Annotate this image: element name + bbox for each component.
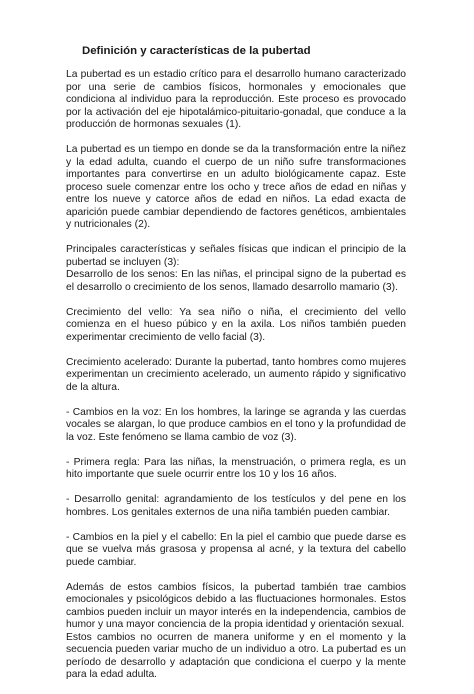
paragraph-breast-development: Desarrollo de los senos: En las niñas, el principal signo de la pubertad es el desarrollo o crecimiento de los senos, llamado desarrollo mamario (3).: [66, 269, 406, 293]
document-body: [66, 69, 406, 694]
paragraph-principal-characteristics: Principales características y señales físicas que indican el principio de la pubertad se incluyen (3):: [66, 244, 406, 268]
paragraph-skin-hair-changes: - Cambios en la piel y el cabello: En la piel el cambio que puede darse es que se vuelva más grasosa y propensa al acné, y la textura del cabello puede cambiar.: [66, 531, 406, 568]
paragraph-definition: La pubertad es un estadio crítico para el desarrollo humano caracterizado por una serie de cambios físicos, hormonales y emocionales que condiciona al individuo para la reproducción. Este proceso es provocado por la activación del eje hipotalámico-pituitario-gonadal, que conduce a la producción de hormonas sexuales (1).: [66, 69, 406, 130]
paragraph-growth-spurt: Crecimiento acelerado: Durante la pubertad, tanto hombres como mujeres experimentan un crecimiento acelerado, un aumento rápido y significativo de la altura.: [66, 356, 406, 393]
paragraph-first-period: - Primera regla: Para las niñas, la menstruación, o primera regla, es un hito importante que suele ocurrir entre los 10 y los 16 años.: [66, 456, 406, 480]
paragraph-hair-growth: Crecimiento del vello: Ya sea niño o niña, el crecimiento del vello comienza en el hueso púbico y en la axila. Los niños también pueden experimentar crecimiento de vello facial (3).: [66, 306, 406, 343]
paragraph-transition: La pubertad es un tiempo en donde se da la transformación entre la niñez y la edad adulta, cuando el cuerpo de un niño sufre transformaciones importantes para convertirse en un adulto biológicamente capaz. Este proceso suele comenzar entre los ocho y trece años de edad en niñas y entre los nueve y catorce años de edad en niños. La edad exacta de aparición puede cambiar dependiendo de factores genéticos, ambientales y nutricionales (2).: [66, 144, 406, 230]
paragraph-variation: Estos cambios no ocurren de manera uniforme y en el momento y la secuencia pueden variar mucho de un individuo a otro. La pubertad es un período de desarrollo y adaptación que condiciona el cuerpo y la mente para la edad adulta.: [66, 631, 406, 680]
paragraph-emotional-changes: Además de estos cambios físicos, la pubertad también trae cambios emocionales y psicológicos debido a las fluctuaciones hormonales. Estos cambios pueden incluir un mayor interés en la independencia, cambios de humor y una mayor conciencia de la propia identidad y orientación sexual.: [66, 581, 406, 630]
paragraph-genital-development: - Desarrollo genital: agrandamiento de los testículos y del pene en los hombres. Los genitales externos de una niña también pueden cambiar.: [66, 494, 406, 518]
paragraph-voice-changes: - Cambios en la voz: En los hombres, la laringe se agranda y las cuerdas vocales se alargan, lo que produce cambios en el tono y la profundidad de la voz. Este fenómeno se llama cambio de voz (3).: [66, 406, 406, 443]
document-title: Definición y características de la pubertad: [82, 45, 311, 57]
